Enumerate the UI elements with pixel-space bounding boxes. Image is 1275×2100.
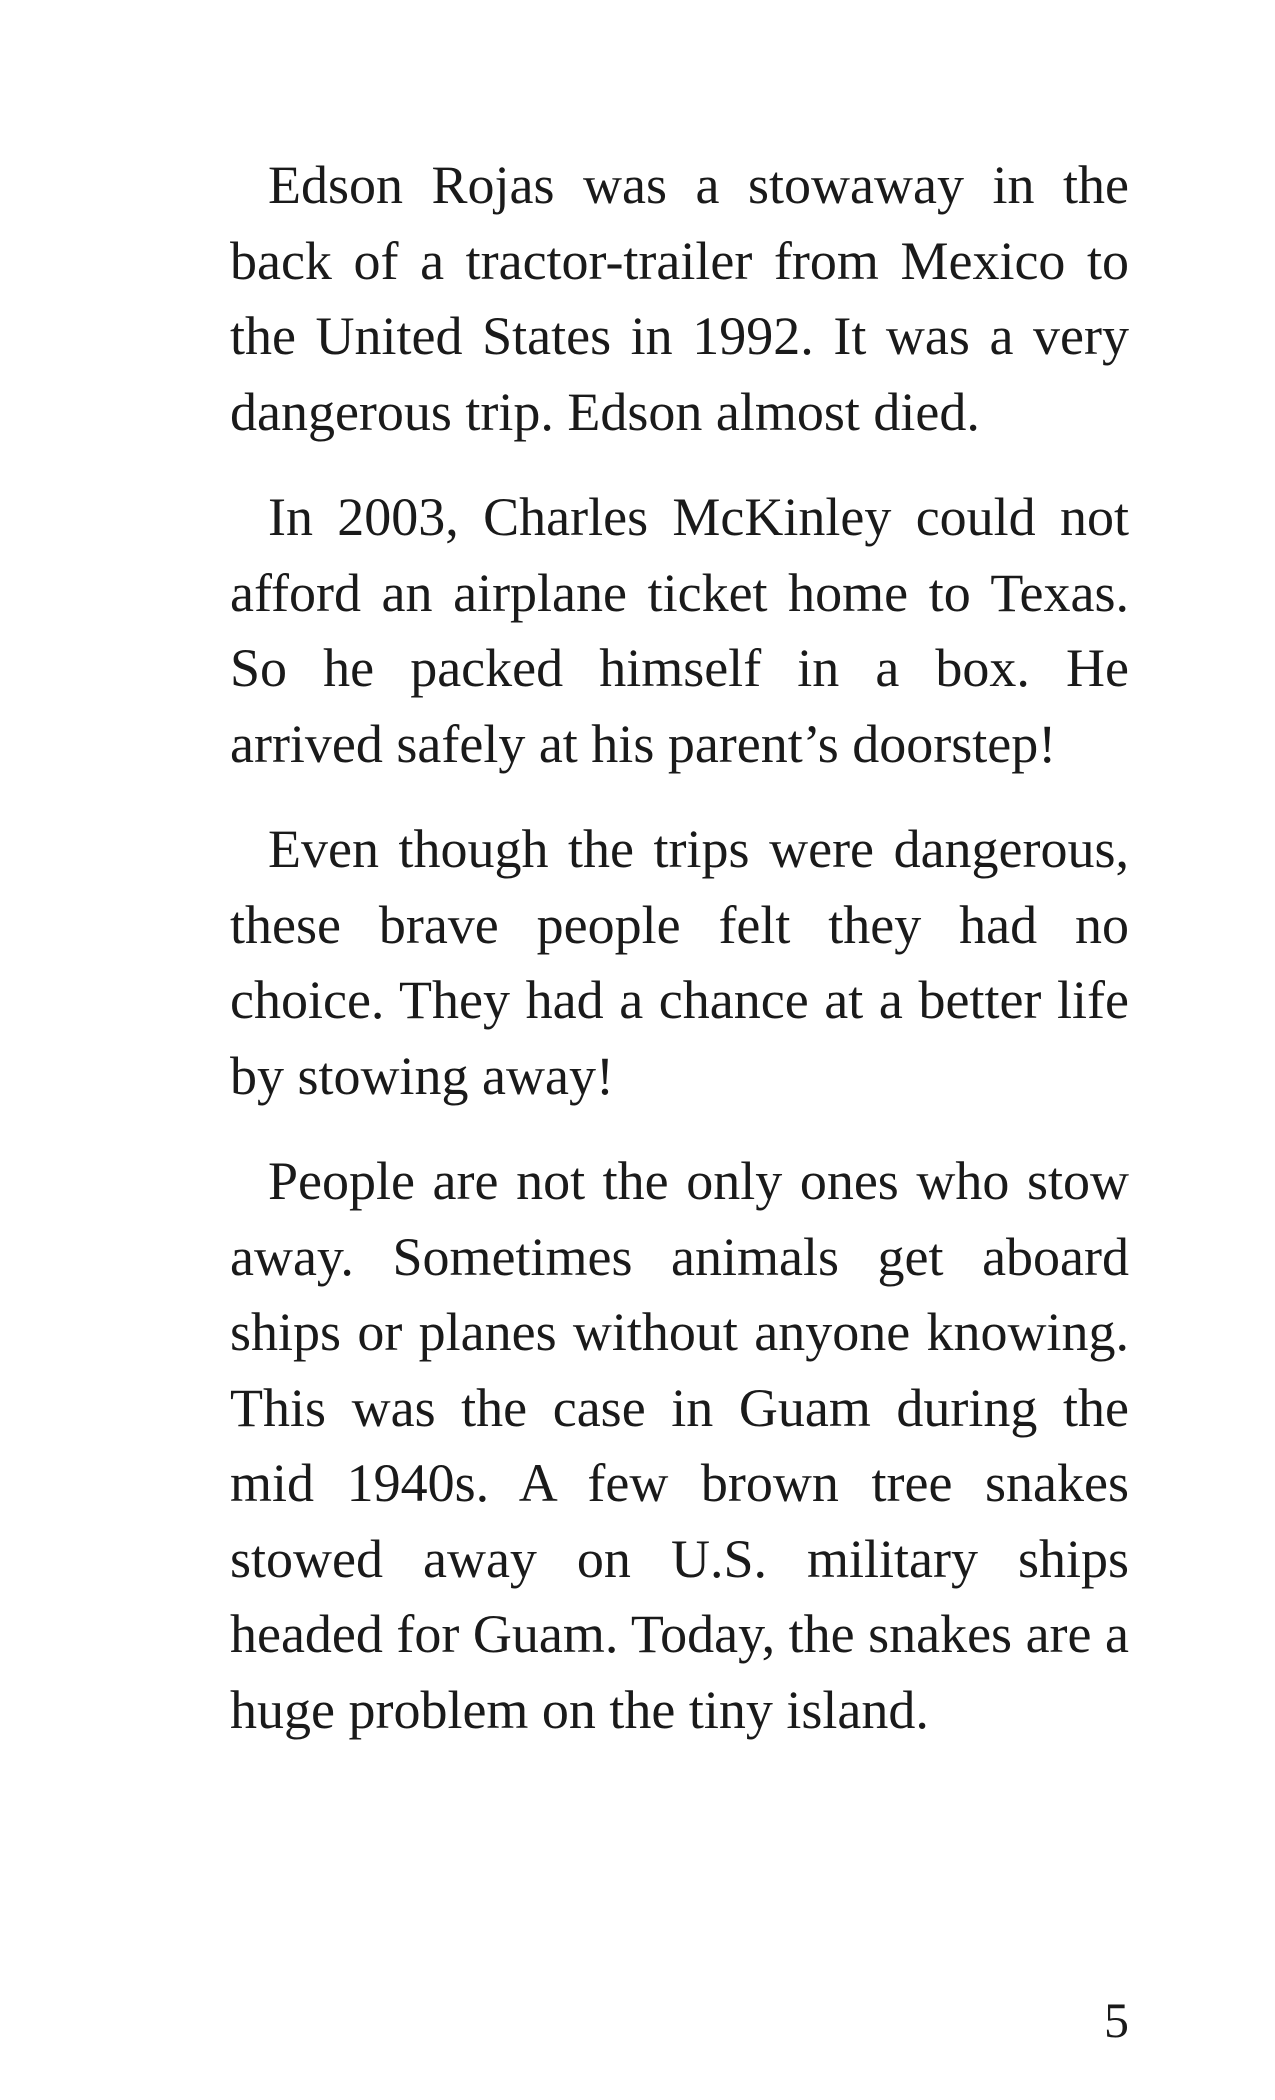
- paragraph-brave-people: Even though the trips were dangerous, these brave people felt they had no choice. They had a chance at a better life by stowing away!: [230, 819, 1129, 1106]
- paragraph-brown-tree-snakes: People are not the only ones who stow away. Sometimes animals get aboard ships or planes without anyone knowing. This was the case in Guam during the mid 1940s. A few brown tree snakes stowed away on U.S. military ships headed for Guam. Today, the snakes are a huge problem on the tiny island.: [230, 1151, 1129, 1740]
- paragraph-edson-rojas: Edson Rojas was a stowaway in the back of a tractor-trailer from Mexico to the United States in 1992. It was a very dangerous trip. Edson almost died.: [230, 155, 1129, 442]
- body-text: [230, 148, 1129, 1778]
- paragraph-charles-mckinley: In 2003, Charles McKinley could not afford an airplane ticket home to Texas. So he packed himself in a box. He arrived safely at his parent’s doorstep!: [230, 487, 1129, 774]
- page-number: 5: [1104, 1992, 1129, 2048]
